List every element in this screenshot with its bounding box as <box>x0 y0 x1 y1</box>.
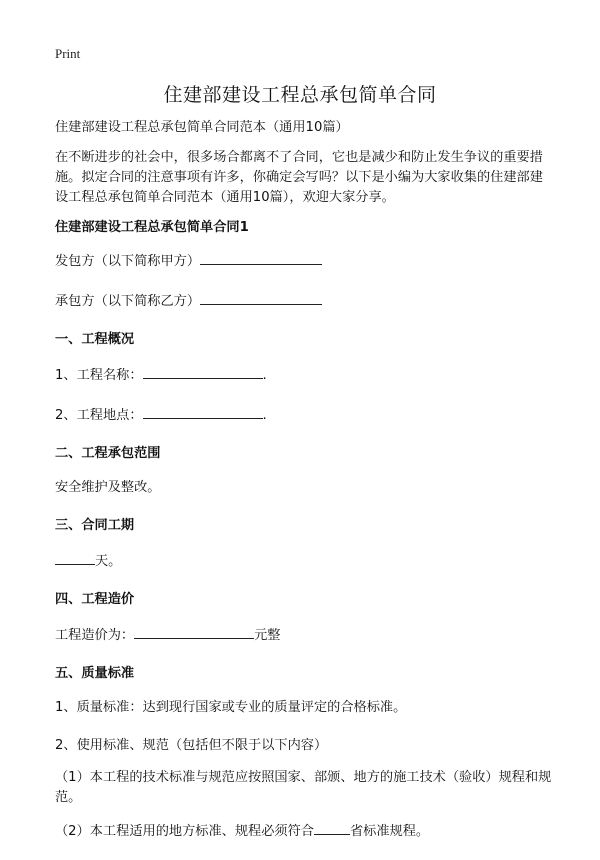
project-name-end: . <box>262 368 267 383</box>
party-b-label: 承包方（以下简称乙方） <box>55 294 201 309</box>
project-name-line <box>55 364 555 386</box>
print-link[interactable]: Print <box>55 46 81 61</box>
section-5-heading: 五、质量标准 <box>55 666 135 681</box>
duration-unit: 天。 <box>95 554 122 569</box>
party-a-label: 发包方（以下简称甲方） <box>55 254 201 269</box>
document-title: 住建部建设工程总承包简单合同 <box>163 84 437 106</box>
local-standards-line <box>55 820 555 842</box>
technical-standards-paragraph: （1）本工程的技术标准与规范应按照国家、部颁、地方的施工技术（验收）规程和规范。 <box>55 770 552 805</box>
local-standards-prefix: （2）本工程适用的地方标准、规程必须符合 <box>55 824 314 839</box>
project-location-label: 2、工程地点： <box>55 408 143 423</box>
project-name-label: 1、工程名称： <box>55 368 143 383</box>
price-blank <box>134 624 254 639</box>
contract-heading: 住建部建设工程总承包简单合同1 <box>55 220 249 235</box>
project-location-blank <box>143 404 263 419</box>
section-2-heading: 二、工程承包范围 <box>55 446 161 461</box>
party-b-line <box>55 290 555 312</box>
duration-line <box>55 550 555 572</box>
project-location-line <box>55 404 555 426</box>
price-label: 工程造价为： <box>55 628 135 643</box>
quality-standard-line: 1、质量标准：达到现行国家或专业的质量评定的合格标准。 <box>55 700 407 715</box>
document-subtitle: 住建部建设工程总承包简单合同范本（通用10篇） <box>55 120 349 135</box>
section-1-heading: 一、工程概况 <box>55 332 135 347</box>
section-3-heading: 三、合同工期 <box>55 518 135 533</box>
intro-paragraph: 在不断进步的社会中，很多场合都离不了合同，它也是减少和防止发生争议的重要措施。拟定合同的注意事项有许多，你确定会写吗？以下是小编为大家收集的住建部建设工程总承包简单合同范本（通用10篇），欢迎大家分享。 <box>55 150 543 205</box>
project-name-blank <box>143 364 263 379</box>
party-a-line <box>55 250 555 272</box>
party-a-blank <box>200 250 322 265</box>
scope-text: 安全维护及整改。 <box>55 480 161 495</box>
standards-line: 2、使用标准、规范（包括但不限于以下内容） <box>55 738 328 753</box>
section-4-heading: 四、工程造价 <box>55 592 135 607</box>
project-location-end: . <box>262 408 267 423</box>
duration-blank <box>55 550 95 565</box>
party-b-blank <box>200 290 322 305</box>
local-standards-suffix: 省标准规程。 <box>349 824 430 839</box>
price-suffix: 元整 <box>254 628 281 643</box>
price-line <box>55 624 555 646</box>
document-body <box>55 118 555 860</box>
